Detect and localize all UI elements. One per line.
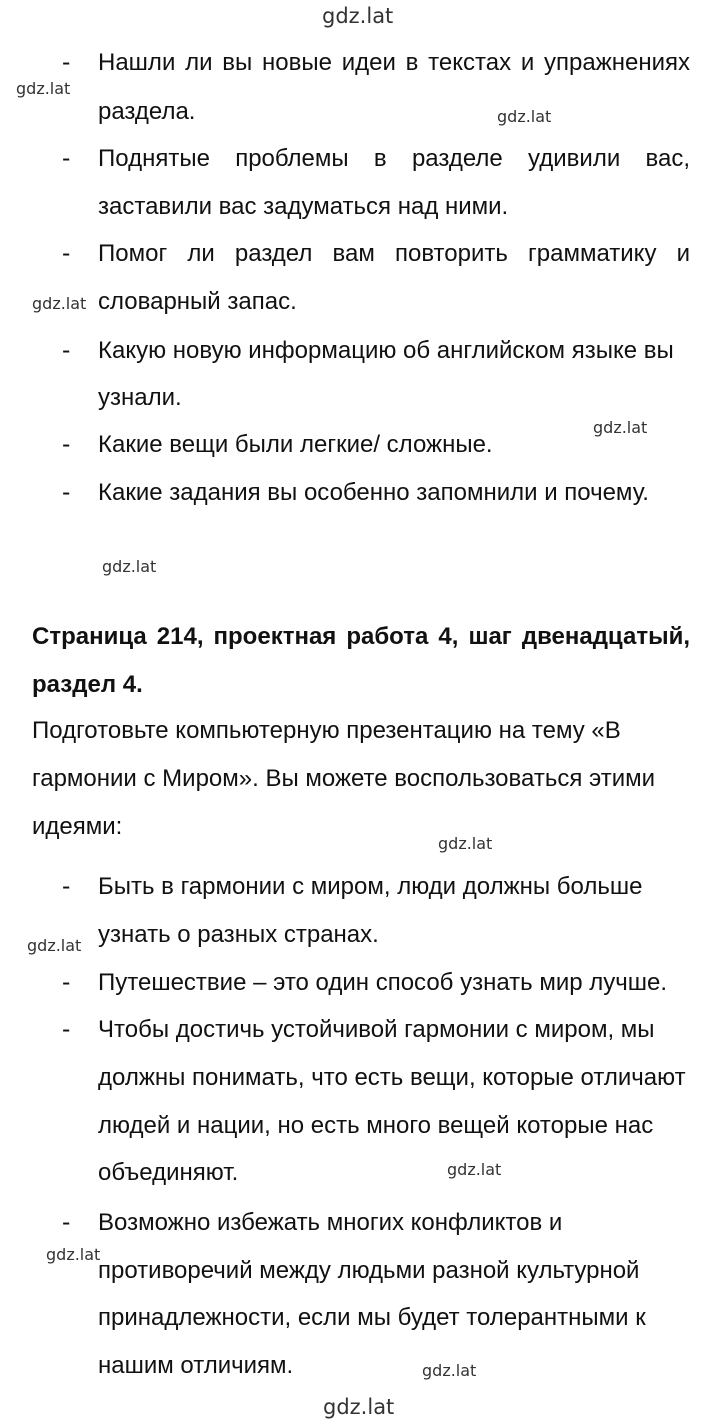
watermark: gdz.lat [27,936,82,955]
watermark: gdz.lat [32,294,87,313]
list-item-line: людей и нации, но есть много вещей которые нас [98,1112,654,1139]
list-item-line: Какие вещи были легкие/ сложные. [98,431,493,458]
list-item-line: узнали. [98,384,182,411]
list-item-line: противоречий между людьми разной культурной [98,1257,640,1284]
watermark: gdz.lat [46,1245,101,1264]
list-dash: - [62,1208,71,1236]
watermark: gdz.lat [497,107,552,126]
list-item-line: Быть в гармонии с миром, люди должны больше [98,873,643,900]
list-dash: - [62,336,71,364]
list-dash: - [62,239,71,267]
list-item-line: объединяют. [98,1159,239,1186]
list-item-line: заставили вас задуматься над ними. [98,193,509,220]
list-item-line: Поднятые проблемы в разделе удивили вас, [98,145,690,172]
list-item-line: должны понимать, что есть вещи, которые отличают [98,1064,686,1091]
list-item-line: принадлежности, если мы будет толерантными к [98,1304,646,1331]
watermark: gdz.lat [16,79,71,98]
list-dash: - [62,1015,71,1043]
watermark: gdz.lat [422,1361,477,1380]
list-dash: - [62,872,71,900]
list-item-line: словарный запас. [98,288,297,315]
list-dash: - [62,430,71,458]
section-heading: раздел 4. [32,671,143,698]
watermark-top: gdz.lat [322,4,394,28]
list-item-line: Нашли ли вы новые идеи в текстах и упражнениях [98,49,690,76]
list-item-line: Возможно избежать многих конфликтов и [98,1209,563,1236]
task-text: Подготовьте компьютерную презентацию на тему «В [32,717,621,744]
watermark: gdz.lat [438,834,493,853]
list-item-line: Путешествие – это один способ узнать мир лучше. [98,969,668,996]
list-item-line: узнать о разных странах. [98,921,379,948]
list-item-line: нашим отличиям. [98,1352,294,1379]
task-text: гармонии с Миром». Вы можете воспользоваться этими [32,765,656,792]
list-dash: - [62,478,71,506]
list-dash: - [62,48,71,76]
list-item-line: раздела. [98,98,196,125]
list-item-line: Чтобы достичь устойчивой гармонии с миром, мы [98,1016,655,1043]
watermark: gdz.lat [102,557,157,576]
watermark: gdz.lat [447,1160,502,1179]
list-dash: - [62,144,71,172]
section-heading: Страница 214, проектная работа 4, шаг двенадцатый, [32,623,690,650]
list-item-line: Какую новую информацию об английском языке вы [98,337,674,364]
watermark-bottom: gdz.lat [323,1395,395,1419]
list-dash: - [62,968,71,996]
watermark: gdz.lat [593,418,648,437]
list-item-line: Какие задания вы особенно запомнили и почему. [98,479,649,506]
task-text: идеями: [32,813,123,840]
list-item-line: Помог ли раздел вам повторить грамматику и [98,240,690,267]
